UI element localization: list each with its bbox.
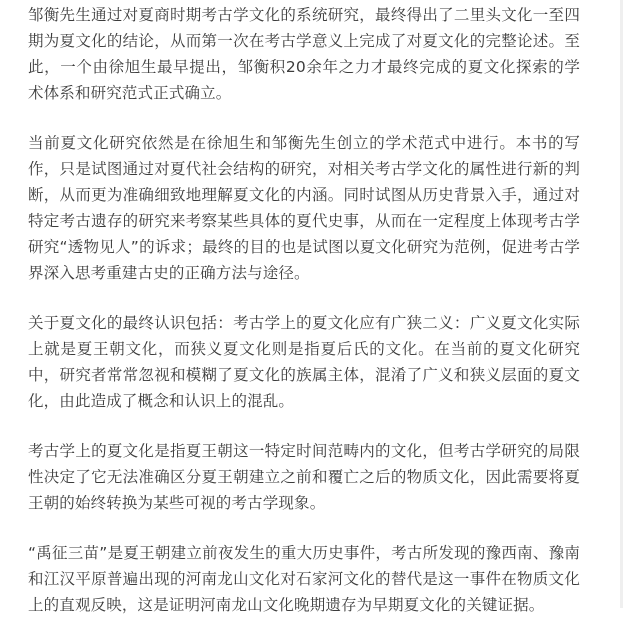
article-body <box>28 2 580 618</box>
paragraph: 邹衡先生通过对夏商时期考古学文化的系统研究，最终得出了二里头文化一至四期为夏文化的结论，从而第一次在考古学意义上完成了对夏文化的完整论述。至此，一个由徐旭生最早提出，邹衡积20余年之力才最终完成的夏文化探索的学术体系和研究范式正式确立。 <box>28 6 580 102</box>
paragraph: 关于夏文化的最终认识包括：考古学上的夏文化应有广狭二义：广义夏文化实际上就是夏王朝文化，而狭义夏文化则是指夏后氏的文化。在当前的夏文化研究中，研究者常常忽视和模糊了夏文化的族属主体，混淆了广义和狭义层面的夏文化，由此造成了概念和认识上的混乱。 <box>28 314 580 410</box>
paragraph: 考古学上的夏文化是指夏王朝这一特定时间范畴内的文化，但考古学研究的局限性决定了它无法准确区分夏王朝建立之前和覆亡之后的物质文化，因此需要将夏王朝的始终转换为某些可视的考古学现象。 <box>28 442 580 512</box>
paragraph: “禹征三苗”是夏王朝建立前夜发生的重大历史事件，考古所发现的豫西南、豫南和江汉平原普遍出现的河南龙山文化对石家河文化的替代是这一事件在物质文化上的直观反映，这是证明河南龙山文化晚期遗存为早期夏文化的关键证据。 <box>28 544 580 614</box>
paragraph: 当前夏文化研究依然是在徐旭生和邹衡先生创立的学术范式中进行。本书的写作，只是试图通过对夏代社会结构的研究，对相关考古学文化的属性进行新的判断，从而更为准确细致地理解夏文化的内涵。同时试图从历史背景入手，通过对特定考古遗存的研究来考察某些具体的夏代史事，从而在一定程度上体现考古学研究“透物见人”的诉求；最终的目的也是试图以夏文化研究为范例，促进考古学界深入思考重建古史的正确方法与途径。 <box>28 134 580 282</box>
